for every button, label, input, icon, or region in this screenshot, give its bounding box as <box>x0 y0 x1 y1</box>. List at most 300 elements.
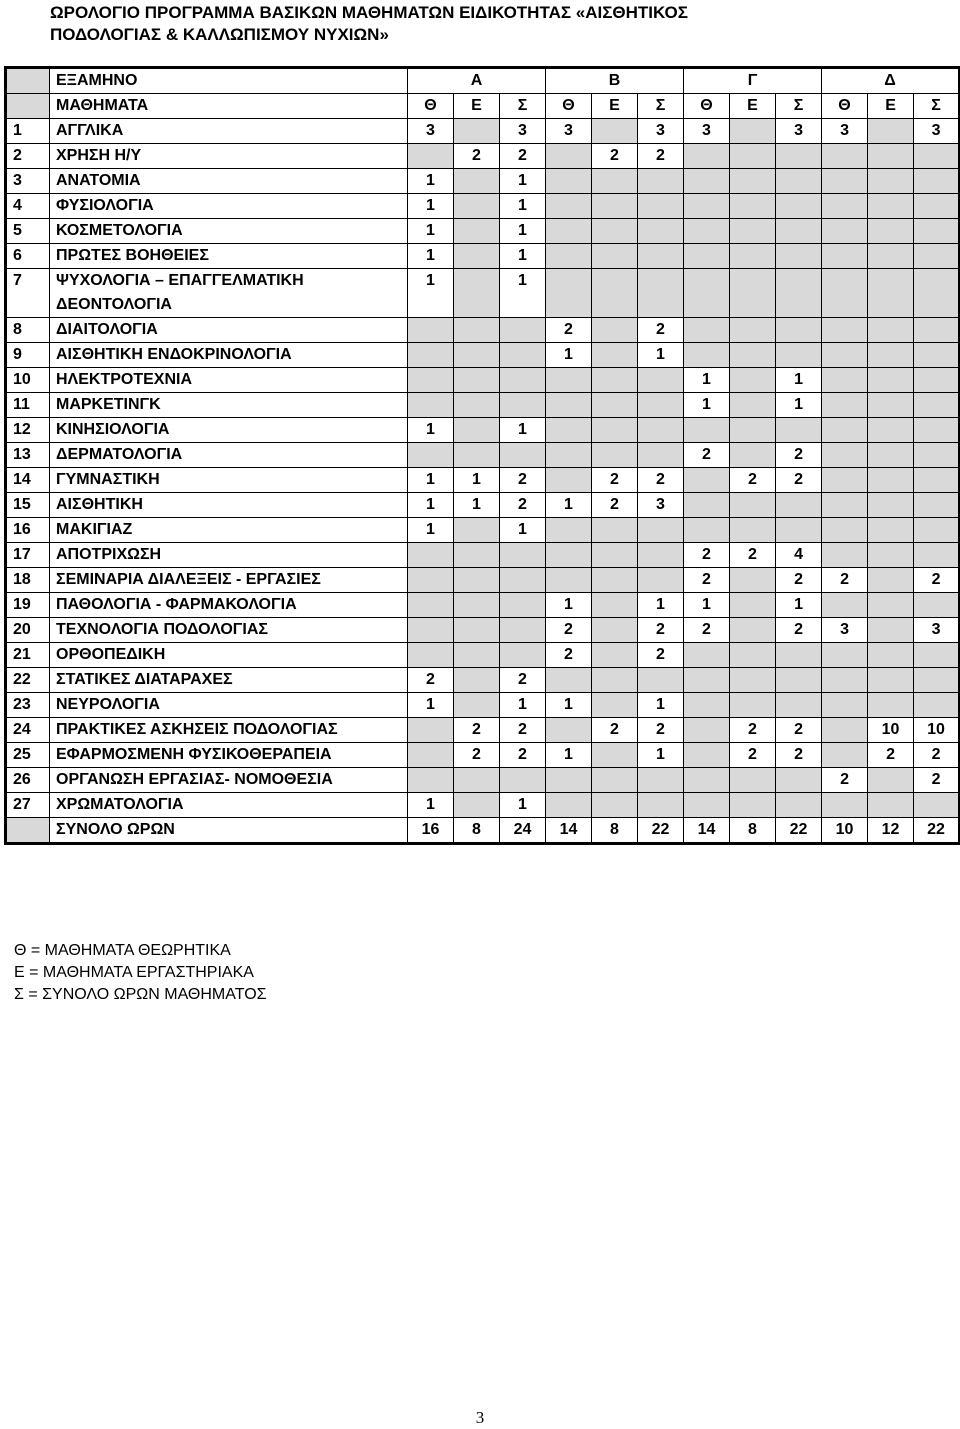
semester-header: Δ <box>822 68 960 94</box>
hours-cell <box>592 343 638 368</box>
hours-cell <box>822 518 868 543</box>
subject-name: ΔΕΡΜΑΤΟΛΟΓΙΑ <box>50 443 408 468</box>
hours-cell <box>546 718 592 743</box>
hours-cell <box>454 668 500 693</box>
row-number: 3 <box>6 169 50 194</box>
semester-header: Α <box>408 68 546 94</box>
table-row <box>6 343 960 368</box>
hours-cell <box>592 418 638 443</box>
legend-sigma: Σ = ΣΥΝΟΛΟ ΩΡΩΝ ΜΑΘΗΜΑΤΟΣ <box>14 986 267 1003</box>
table-row <box>6 318 960 343</box>
table-row <box>6 219 960 244</box>
hours-cell <box>730 343 776 368</box>
subject-name: ΧΡΗΣΗ Η/Υ <box>50 144 408 169</box>
hours-cell <box>592 194 638 219</box>
hours-cell: 1 <box>500 518 546 543</box>
hours-cell <box>914 269 960 318</box>
row-number: 23 <box>6 693 50 718</box>
hours-cell <box>592 768 638 793</box>
hours-cell <box>408 568 454 593</box>
hours-cell <box>546 418 592 443</box>
hours-cell: 1 <box>684 368 730 393</box>
title-line-1: ΩΡΟΛΟΓΙΟ ΠΡΟΓΡΑΜΜΑ ΒΑΣΙΚΩΝ ΜΑΘΗΜΑΤΩΝ ΕΙΔΙΚΟΤΗΤΑΣ «ΑΙΣΘΗΤΙΚΟΣ <box>50 3 688 22</box>
hours-cell <box>500 443 546 468</box>
hours-cell <box>868 393 914 418</box>
hours-cell <box>914 169 960 194</box>
hours-cell <box>822 493 868 518</box>
table-row <box>6 743 960 768</box>
hours-cell: 1 <box>500 194 546 219</box>
hours-cell: 2 <box>546 643 592 668</box>
hours-cell: 1 <box>408 244 454 269</box>
subject-name: ΑΠΟΤΡΙΧΩΣΗ <box>50 543 408 568</box>
hours-cell <box>592 318 638 343</box>
total-hours-cell: 12 <box>868 818 914 844</box>
hours-cell <box>454 768 500 793</box>
hours-cell: 2 <box>546 618 592 643</box>
subject-name: ΠΑΘΟΛΟΓΙΑ - ΦΑΡΜΑΚΟΛΟΓΙΑ <box>50 593 408 618</box>
hours-cell <box>868 194 914 219</box>
hours-cell <box>822 343 868 368</box>
hours-cell <box>822 718 868 743</box>
hours-cell <box>914 793 960 818</box>
hours-cell: 1 <box>408 169 454 194</box>
hours-cell: 3 <box>822 618 868 643</box>
header-row-semesters <box>6 68 960 94</box>
hours-cell: 1 <box>638 593 684 618</box>
hours-cell <box>776 144 822 169</box>
subcolumn-header: Ε <box>592 94 638 119</box>
hours-cell: 1 <box>500 244 546 269</box>
hours-cell <box>868 493 914 518</box>
hours-cell <box>454 693 500 718</box>
row-number: 21 <box>6 643 50 668</box>
hours-cell <box>868 244 914 269</box>
table-row <box>6 668 960 693</box>
total-label: ΣΥΝΟΛΟ ΩΡΩΝ <box>50 818 408 844</box>
hours-cell <box>868 119 914 144</box>
hours-cell <box>868 618 914 643</box>
hours-cell <box>592 618 638 643</box>
hours-cell <box>592 568 638 593</box>
hours-cell <box>546 768 592 793</box>
hours-cell <box>500 393 546 418</box>
hours-cell <box>592 518 638 543</box>
hours-cell <box>592 269 638 318</box>
subject-name: ΠΡΑΚΤΙΚΕΣ ΑΣΚΗΣΕΙΣ ΠΟΔΟΛΟΓΙΑΣ <box>50 718 408 743</box>
hours-cell: 1 <box>500 693 546 718</box>
row-number: 18 <box>6 568 50 593</box>
hours-cell: 2 <box>592 144 638 169</box>
hours-cell: 2 <box>638 618 684 643</box>
row-number: 9 <box>6 343 50 368</box>
hours-cell: 1 <box>408 418 454 443</box>
hours-cell <box>454 418 500 443</box>
hours-cell <box>454 793 500 818</box>
hours-cell <box>684 318 730 343</box>
hours-cell <box>776 343 822 368</box>
hours-cell <box>776 244 822 269</box>
hours-cell: 1 <box>638 343 684 368</box>
table-row <box>6 244 960 269</box>
hours-cell <box>546 144 592 169</box>
hours-cell: 1 <box>546 593 592 618</box>
subcolumn-header: Θ <box>546 94 592 119</box>
hours-cell <box>592 443 638 468</box>
subject-name: ΝΕΥΡΟΛΟΓΙΑ <box>50 693 408 718</box>
hours-cell <box>592 393 638 418</box>
hours-cell <box>868 793 914 818</box>
hours-cell <box>822 693 868 718</box>
hours-cell: 3 <box>638 119 684 144</box>
subject-name: ΦΥΣΙΟΛΟΓΙΑ <box>50 194 408 219</box>
hours-cell <box>914 518 960 543</box>
hours-cell <box>546 368 592 393</box>
hours-cell <box>592 219 638 244</box>
subject-name: ΑΙΣΘΗΤΙΚΗ <box>50 493 408 518</box>
hours-cell <box>914 543 960 568</box>
total-hours-cell: 16 <box>408 818 454 844</box>
subject-name: ΑΙΣΘΗΤΙΚΗ ΕΝΔΟΚΡΙΝΟΛΟΓΙΑ <box>50 343 408 368</box>
hours-cell: 2 <box>730 743 776 768</box>
hours-cell <box>776 169 822 194</box>
hours-cell <box>592 793 638 818</box>
subcolumn-header: Σ <box>776 94 822 119</box>
hours-cell: 1 <box>408 269 454 318</box>
row-number: 20 <box>6 618 50 643</box>
hours-cell: 2 <box>638 144 684 169</box>
hours-cell <box>684 144 730 169</box>
hours-cell <box>592 743 638 768</box>
hours-cell <box>546 443 592 468</box>
hours-cell <box>914 593 960 618</box>
hours-cell <box>408 443 454 468</box>
hours-cell: 1 <box>638 743 684 768</box>
subject-name: ΑΓΓΛΙΚΑ <box>50 119 408 144</box>
row-number: 6 <box>6 244 50 269</box>
hours-cell <box>822 418 868 443</box>
hours-cell <box>684 518 730 543</box>
subject-name: ΔΙΑΙΤΟΛΟΓΙΑ <box>50 318 408 343</box>
hours-cell <box>500 593 546 618</box>
hours-cell <box>454 219 500 244</box>
subject-name: ΗΛΕΚΤΡΟΤΕΧΝΙΑ <box>50 368 408 393</box>
hours-cell: 3 <box>500 119 546 144</box>
hours-cell <box>730 593 776 618</box>
hours-cell <box>638 219 684 244</box>
hours-cell <box>914 343 960 368</box>
hours-cell <box>638 793 684 818</box>
subject-name: ΤΕΧΝΟΛΟΓΙΑ ΠΟΔΟΛΟΓΙΑΣ <box>50 618 408 643</box>
hours-cell <box>822 318 868 343</box>
hours-cell: 2 <box>914 568 960 593</box>
hours-cell: 2 <box>730 468 776 493</box>
hours-cell: 1 <box>684 593 730 618</box>
subject-name: ΚΟΣΜΕΤΟΛΟΓΙΑ <box>50 219 408 244</box>
table-row <box>6 443 960 468</box>
hours-cell <box>546 169 592 194</box>
total-num-cell <box>6 818 50 844</box>
hours-cell: 2 <box>776 468 822 493</box>
hours-cell <box>868 593 914 618</box>
hours-cell: 2 <box>684 443 730 468</box>
table-row <box>6 269 960 318</box>
hours-cell <box>776 518 822 543</box>
hours-cell <box>868 269 914 318</box>
hours-cell <box>454 593 500 618</box>
hours-cell <box>822 219 868 244</box>
hours-cell <box>408 743 454 768</box>
hours-cell <box>730 219 776 244</box>
total-row <box>6 818 960 844</box>
hours-cell <box>638 418 684 443</box>
table-row <box>6 518 960 543</box>
row-number: 27 <box>6 793 50 818</box>
hours-cell <box>822 144 868 169</box>
hours-cell <box>684 468 730 493</box>
hours-cell: 1 <box>500 169 546 194</box>
hours-cell: 1 <box>500 793 546 818</box>
hours-cell: 1 <box>500 219 546 244</box>
hours-cell: 2 <box>730 718 776 743</box>
hours-cell: 2 <box>638 318 684 343</box>
hours-cell <box>822 668 868 693</box>
hours-cell: 1 <box>776 593 822 618</box>
hours-cell <box>454 518 500 543</box>
hours-cell <box>638 169 684 194</box>
total-hours-cell: 8 <box>730 818 776 844</box>
hours-cell <box>454 368 500 393</box>
hours-cell <box>868 169 914 194</box>
hours-cell <box>684 219 730 244</box>
hours-cell: 4 <box>776 543 822 568</box>
hours-cell <box>638 543 684 568</box>
hours-cell <box>684 244 730 269</box>
hours-cell <box>638 568 684 593</box>
hours-cell <box>638 668 684 693</box>
hours-cell <box>822 169 868 194</box>
hours-cell <box>684 194 730 219</box>
hours-cell <box>730 269 776 318</box>
hours-cell: 3 <box>776 119 822 144</box>
hours-cell: 2 <box>684 618 730 643</box>
hours-cell <box>730 318 776 343</box>
hours-cell <box>868 144 914 169</box>
hours-cell: 2 <box>638 468 684 493</box>
subject-name: ΜΑΚΙΓΙΑΖ <box>50 518 408 543</box>
total-hours-cell: 22 <box>776 818 822 844</box>
table-row <box>6 169 960 194</box>
row-number: 17 <box>6 543 50 568</box>
hours-cell <box>454 393 500 418</box>
hours-cell <box>868 368 914 393</box>
hours-cell <box>914 643 960 668</box>
hours-cell <box>730 493 776 518</box>
hours-cell <box>500 568 546 593</box>
hours-cell: 2 <box>776 568 822 593</box>
hours-cell <box>730 368 776 393</box>
hours-cell <box>546 668 592 693</box>
row-number: 2 <box>6 144 50 169</box>
hours-cell <box>408 718 454 743</box>
hours-cell <box>546 518 592 543</box>
hours-cell <box>592 169 638 194</box>
table-row <box>6 144 960 169</box>
table-row <box>6 468 960 493</box>
hours-cell <box>914 418 960 443</box>
hours-cell: 1 <box>408 468 454 493</box>
hours-cell: 2 <box>592 718 638 743</box>
hours-cell <box>500 768 546 793</box>
hours-cell: 1 <box>776 393 822 418</box>
hours-cell <box>730 119 776 144</box>
hours-cell <box>914 194 960 219</box>
row-number: 22 <box>6 668 50 693</box>
hours-cell <box>914 668 960 693</box>
hours-cell: 10 <box>868 718 914 743</box>
hours-cell <box>684 343 730 368</box>
hours-cell: 1 <box>408 493 454 518</box>
subject-name: ΨΥΧΟΛΟΓΙΑ – ΕΠΑΓΓΕΛΜΑΤΙΚΗ ΔΕΟΝΤΟΛΟΓΙΑ <box>50 269 408 318</box>
hours-cell <box>822 543 868 568</box>
hours-cell <box>914 144 960 169</box>
hours-cell: 3 <box>914 119 960 144</box>
hours-cell <box>868 219 914 244</box>
hours-cell: 3 <box>546 119 592 144</box>
hours-cell <box>776 793 822 818</box>
hours-cell <box>592 593 638 618</box>
hours-cell: 3 <box>914 618 960 643</box>
hours-cell <box>454 244 500 269</box>
hours-cell: 2 <box>776 618 822 643</box>
hours-cell: 2 <box>500 493 546 518</box>
hours-cell <box>868 318 914 343</box>
hours-cell <box>592 643 638 668</box>
hours-cell <box>684 768 730 793</box>
row-number: 24 <box>6 718 50 743</box>
hours-cell <box>638 393 684 418</box>
hours-cell <box>500 543 546 568</box>
subject-name: ΟΡΘΟΠΕΔΙΚΗ <box>50 643 408 668</box>
hours-cell <box>546 244 592 269</box>
total-hours-cell: 24 <box>500 818 546 844</box>
hours-cell <box>592 119 638 144</box>
hours-cell <box>454 443 500 468</box>
hours-cell <box>776 668 822 693</box>
row-number: 13 <box>6 443 50 468</box>
hours-cell <box>546 793 592 818</box>
hours-cell: 1 <box>546 693 592 718</box>
hours-cell <box>822 743 868 768</box>
hours-cell <box>730 518 776 543</box>
hours-cell <box>822 194 868 219</box>
subcolumn-header: Θ <box>408 94 454 119</box>
hours-cell: 2 <box>454 144 500 169</box>
subject-name: ΕΦΑΡΜΟΣΜΕΝΗ ΦΥΣΙΚΟΘΕΡΑΠΕΙΑ <box>50 743 408 768</box>
hours-cell: 2 <box>500 718 546 743</box>
hours-cell <box>546 543 592 568</box>
table-row <box>6 368 960 393</box>
hours-cell <box>546 468 592 493</box>
total-hours-cell: 22 <box>914 818 960 844</box>
hours-cell <box>914 468 960 493</box>
hours-cell <box>454 543 500 568</box>
row-number: 15 <box>6 493 50 518</box>
table-row <box>6 768 960 793</box>
hours-cell <box>730 768 776 793</box>
hours-cell: 2 <box>776 718 822 743</box>
subject-name: ΟΡΓΑΝΩΣΗ ΕΡΓΑΣΙΑΣ- ΝΟΜΟΘΕΣΙΑ <box>50 768 408 793</box>
table-row <box>6 568 960 593</box>
hours-cell: 3 <box>638 493 684 518</box>
hours-cell <box>592 244 638 269</box>
hours-cell: 3 <box>684 119 730 144</box>
hours-cell <box>408 318 454 343</box>
hours-cell: 2 <box>500 144 546 169</box>
hours-cell: 2 <box>684 543 730 568</box>
row-number: 19 <box>6 593 50 618</box>
hours-cell <box>914 443 960 468</box>
hours-cell: 1 <box>638 693 684 718</box>
hours-cell <box>684 169 730 194</box>
hours-cell <box>730 244 776 269</box>
hours-cell <box>914 493 960 518</box>
hours-cell <box>730 568 776 593</box>
hours-cell <box>776 493 822 518</box>
hours-cell: 1 <box>546 743 592 768</box>
page-number: 3 <box>475 1408 485 1427</box>
table-row <box>6 393 960 418</box>
row-number: 10 <box>6 368 50 393</box>
subcolumn-header: Σ <box>638 94 684 119</box>
hours-cell <box>776 194 822 219</box>
table-row <box>6 194 960 219</box>
hours-cell: 2 <box>638 718 684 743</box>
table-row <box>6 418 960 443</box>
hours-cell <box>454 318 500 343</box>
subjects-label: ΜΑΘΗΜΑΤΑ <box>50 94 408 119</box>
subcolumn-header: Θ <box>822 94 868 119</box>
hours-cell: 2 <box>822 568 868 593</box>
hours-cell <box>684 693 730 718</box>
hours-cell <box>684 418 730 443</box>
hours-cell: 1 <box>454 493 500 518</box>
hours-cell <box>408 643 454 668</box>
title-line-2: ΠΟΔΟΛΟΓΙΑΣ & ΚΑΛΛΩΠΙΣΜΟΥ ΝΥΧΙΩΝ» <box>50 25 389 44</box>
row-number: 14 <box>6 468 50 493</box>
hours-cell <box>822 244 868 269</box>
legend <box>14 940 267 1006</box>
hours-cell <box>776 418 822 443</box>
hours-cell: 1 <box>408 693 454 718</box>
hours-cell <box>638 443 684 468</box>
hours-cell <box>822 269 868 318</box>
hours-cell <box>500 368 546 393</box>
subject-name: ΑΝΑΤΟΜΙΑ <box>50 169 408 194</box>
hours-cell <box>408 543 454 568</box>
subcolumn-header: Ε <box>454 94 500 119</box>
hours-cell <box>408 618 454 643</box>
hours-cell <box>408 393 454 418</box>
hours-cell: 1 <box>454 468 500 493</box>
hours-cell <box>822 468 868 493</box>
row-number: 5 <box>6 219 50 244</box>
hours-cell <box>546 568 592 593</box>
hours-cell <box>454 194 500 219</box>
hours-cell <box>776 693 822 718</box>
hours-cell <box>868 468 914 493</box>
hours-cell: 2 <box>408 668 454 693</box>
